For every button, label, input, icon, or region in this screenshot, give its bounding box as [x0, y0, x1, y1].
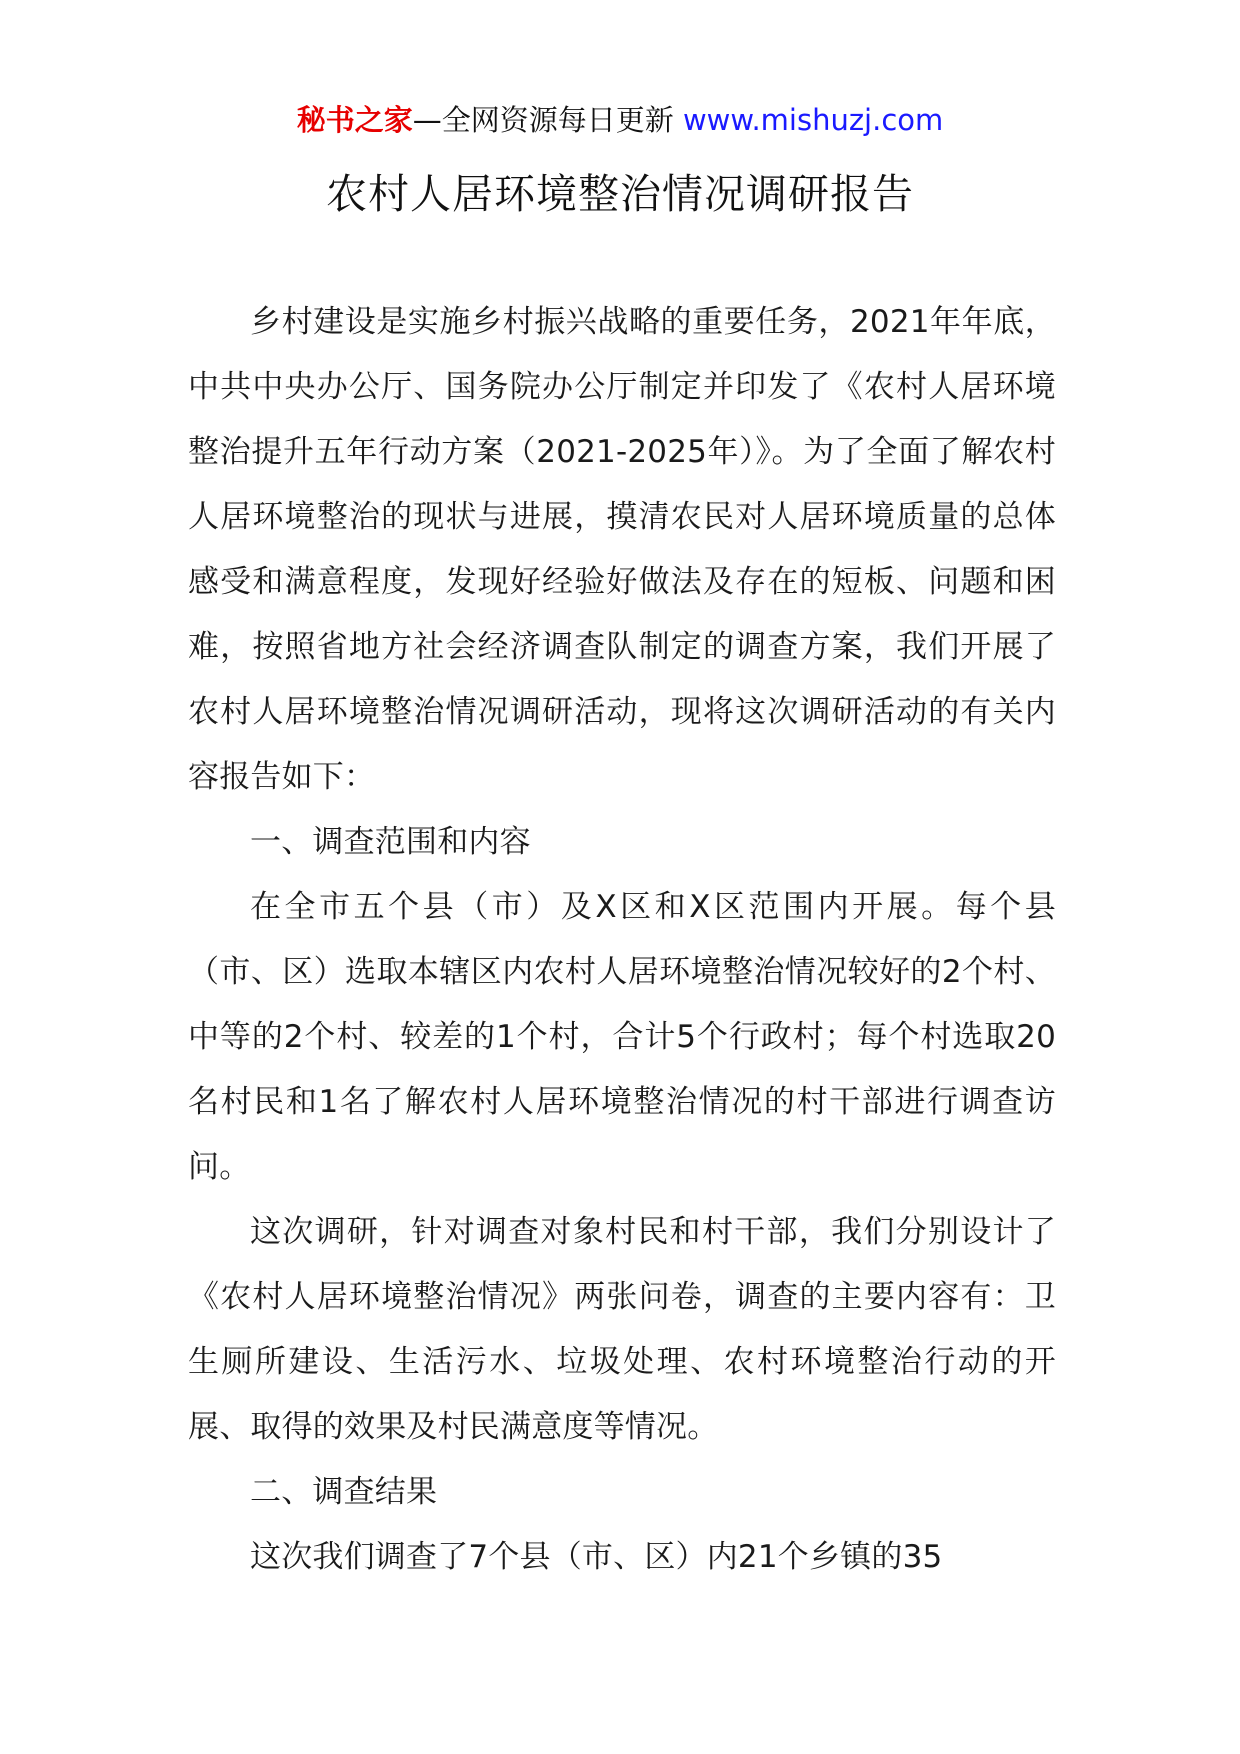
paragraph-results: 这次我们调查了7个县（市、区）内21个乡镇的35: [250, 1539, 943, 1575]
section-heading-scope: 一、调查范围和内容: [250, 824, 531, 860]
site-url-link[interactable]: www.mishuzj.com: [673, 103, 944, 137]
paragraph-scope: 在全市五个县（市）及X区和X区范围内开展。每个县（市、区）选取本辖区内农村人居环境整治情况较好的2个村、中等的2个村、较差的1个村，合计5个行政村；每个村选取20名村民和1名了解农村人居环境整治情况的村干部进行调查访问。: [188, 889, 1056, 1185]
paragraph-questionnaire: 这次调研，针对调查对象村民和村干部，我们分别设计了《农村人居环境整治情况》两张问卷，调查的主要内容有：卫生厕所建设、生活污水、垃圾处理、农村环境整治行动的开展、取得的效果及村民满意度等情况。: [188, 1214, 1056, 1445]
document-body: [188, 290, 1056, 1590]
site-banner: [0, 100, 1240, 140]
paragraph-intro: 乡村建设是实施乡村振兴战略的重要任务，2021年年底，中共中央办公厅、国务院办公厅制定并印发了《农村人居环境整治提升五年行动方案（2021-2025年）》。为了全面了解农村人居环境整治的现状与进展，摸清农民对人居环境质量的总体感受和满意程度，发现好经验好做法及存在的短板、问题和困难，按照省地方社会经济调查队制定的调查方案，我们开展了农村人居环境整治情况调研活动，现将这次调研活动的有关内容报告如下：: [188, 304, 1056, 795]
site-brand: 秘书之家: [296, 103, 413, 137]
site-slogan: —全网资源每日更新: [412, 103, 674, 137]
section-heading-results: 二、调查结果: [250, 1474, 438, 1510]
document-title: 农村人居环境整治情况调研报告: [326, 170, 914, 218]
